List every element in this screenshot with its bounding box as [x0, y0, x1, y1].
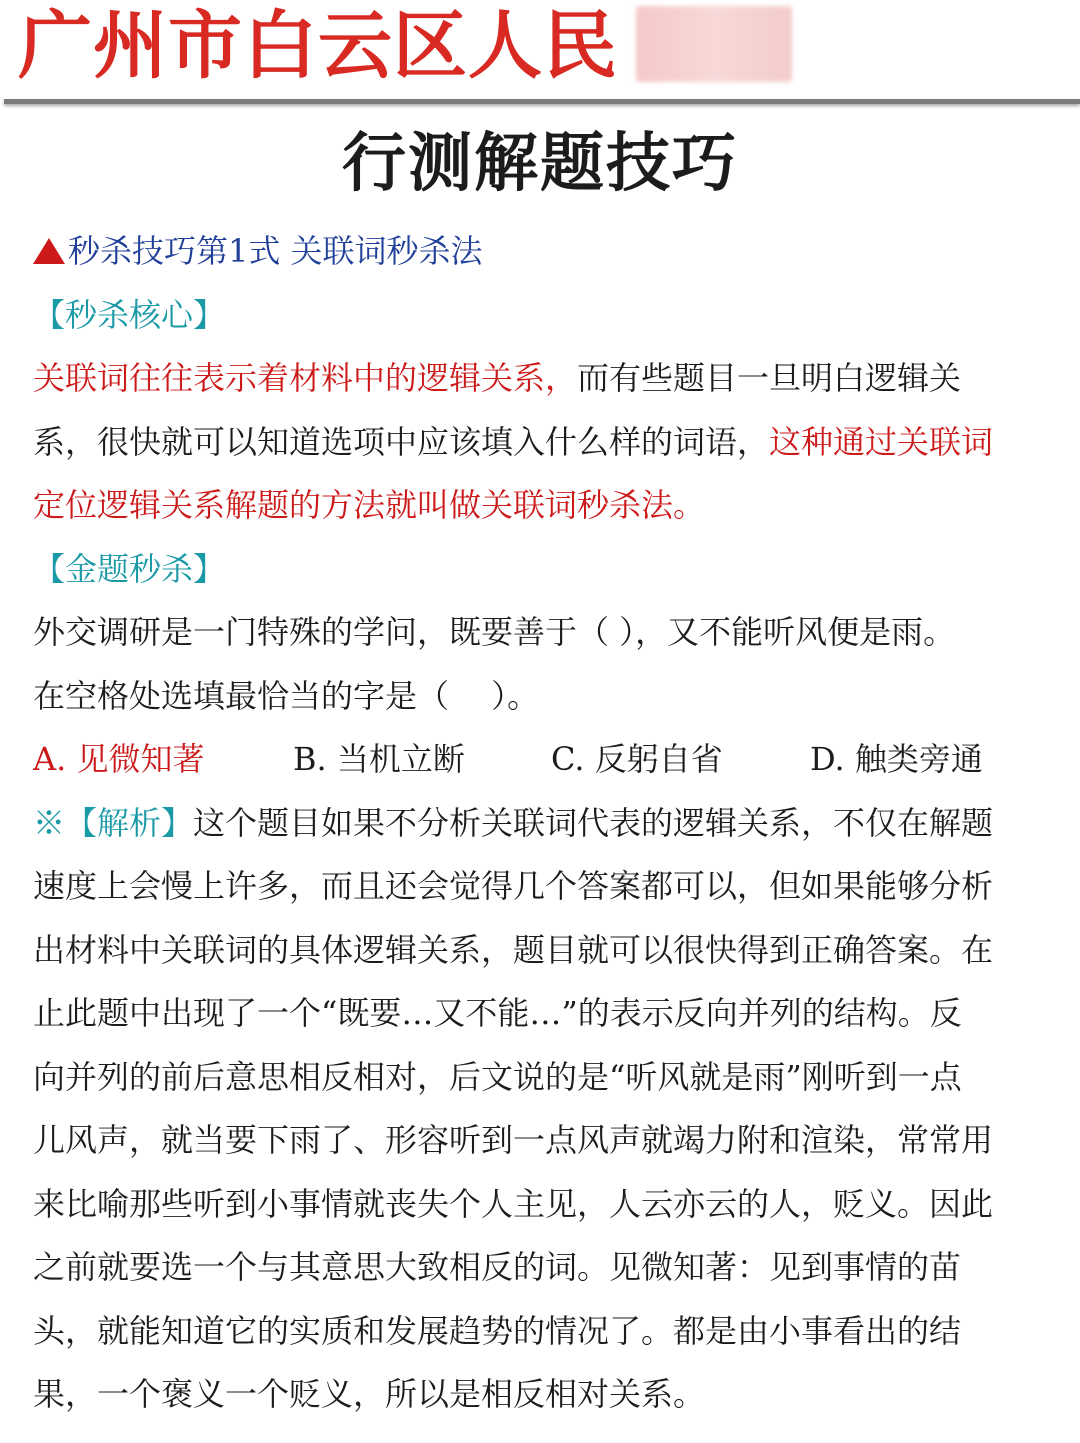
analysis-line: 止此题中出现了一个“既要…又不能…”的表示反向并列的结构。反 — [33, 994, 962, 1032]
analysis-line: 头，就能知道它的实质和发展趋势的情况了。都是由小事看出的结 — [33, 1311, 962, 1350]
core-line-2 — [33, 411, 1028, 475]
section-heading-text: 秒杀技巧第1式 关联词秒杀法 — [68, 232, 483, 270]
core-text: 而有些题目一旦明白逻辑关 — [577, 359, 962, 397]
section-heading — [33, 220, 1028, 284]
document-body — [33, 220, 1028, 1427]
core-label: 【秒杀核心】 — [33, 295, 226, 334]
analysis-line: 来比喻那些听到小事情就丧失个人主见，人云亦云的人，贬义。因此 — [33, 1184, 994, 1223]
blurred-redaction — [636, 6, 792, 82]
analysis-line: 果，一个褒义一个贬义，所以是相反相对关系。 — [33, 1375, 706, 1413]
question-line-1: 外交调研是一门特殊的学问，既要善于（ ），又不能听风便是雨。 — [33, 613, 956, 651]
option-d: D. 触类旁通 — [810, 740, 983, 778]
analysis-label: ※【解析】 — [33, 803, 194, 842]
option-b: B. 当机立断 — [293, 740, 465, 778]
option-c: C. 反躬自省 — [551, 740, 723, 778]
analysis-line: 儿风声，就当要下雨了、形容听到一点风声就竭力附和渲染，常常用 — [33, 1121, 994, 1159]
org-title: 广州市白云区人民 — [18, 3, 618, 89]
header — [0, 0, 1080, 108]
header-divider — [4, 99, 1080, 104]
analysis-line: 出材料中关联词的具体逻辑关系，题目就可以很快得到正确答案。在 — [33, 930, 994, 969]
core-highlight-text: 关联词往往表示着材料中的逻辑关系， — [33, 359, 578, 397]
triangle-marker-icon — [33, 238, 65, 264]
core-line-1 — [33, 347, 1028, 411]
core-text: 系，很快就可以知道选项中应该填入什么样的词语， — [33, 422, 770, 461]
analysis-line-1 — [33, 792, 1028, 856]
document-title: 行测解题技巧 — [342, 126, 738, 201]
option-a: A. 见微知著 — [33, 740, 205, 778]
analysis-line: 向并列的前后意思相反相对，后文说的是“听风就是雨”刚听到一点 — [33, 1057, 962, 1096]
analysis-line: 速度上会慢上许多，而且还会觉得几个答案都可以，但如果能够分析 — [33, 867, 994, 905]
analysis-line: 之前就要选一个与其意思大致相反的词。见微知著：见到事情的苗 — [33, 1248, 962, 1286]
gold-label: 【金题秒杀】 — [33, 549, 226, 588]
answer-options — [33, 728, 1028, 792]
question-line-2: 在空格处选填最恰当的字是（ ）。 — [33, 676, 540, 715]
core-highlight-text: 这种通过关联词 — [769, 422, 994, 461]
core-line-3: 定位逻辑关系解题的方法就叫做关联词秒杀法。 — [33, 486, 706, 524]
analysis-text: 这个题目如果不分析关联词代表的逻辑关系，不仅在解题 — [193, 803, 994, 842]
